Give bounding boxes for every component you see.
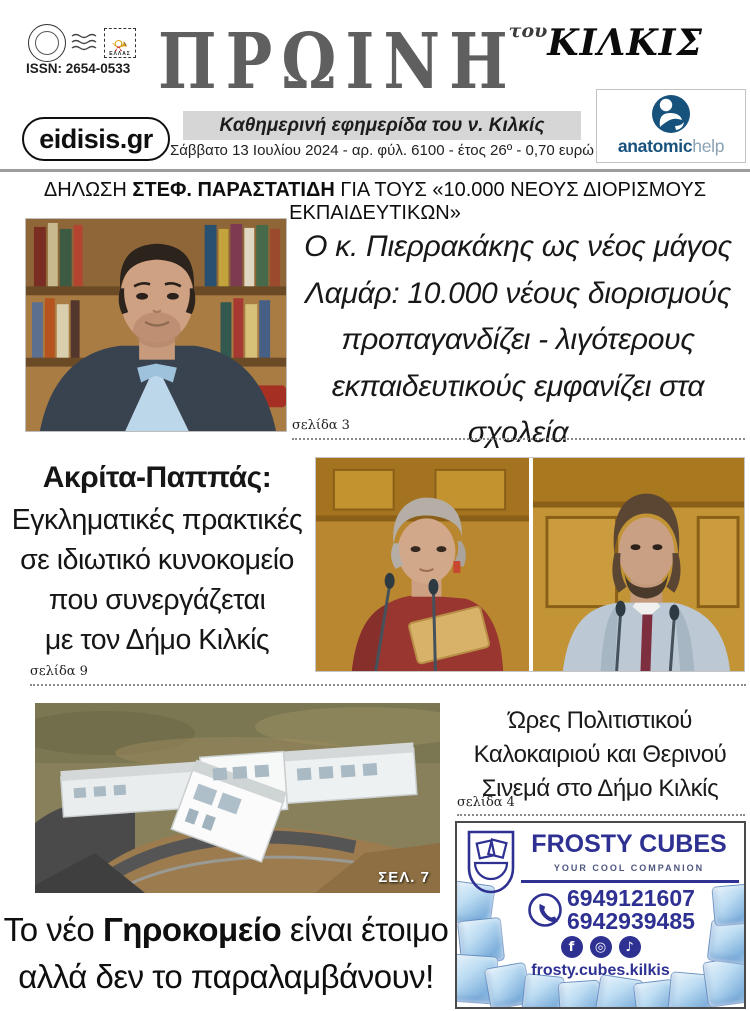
headline-pre: Το νέο: [3, 911, 103, 948]
masthead-of: του: [508, 20, 548, 42]
ice-cube: [711, 883, 746, 926]
story3-headline: [452, 704, 748, 806]
headline-line: με τον Δήμο Κιλκίς: [44, 624, 270, 656]
headline-line: Καλοκαιριού και Θερινού: [473, 741, 727, 768]
masthead-subtitle-label: Καθημερινή εφημερίδα του ν. Κιλκίς: [219, 114, 545, 136]
dateline: Σάββατο 13 Ιουλίου 2024 - αρ. φύλ. 6100 - έτος 26º - 0,70 ευρώ: [169, 142, 595, 159]
story1-page-ref: σελίδα 3: [292, 418, 350, 433]
postal-stamps: [28, 24, 136, 62]
phone-block: [527, 887, 695, 933]
postal-horn-stamp-icon: [104, 28, 136, 58]
story3-divider: [457, 814, 745, 816]
social-icons-row: [457, 936, 744, 958]
story3-page-ref: σελίδα 4: [457, 795, 515, 810]
frosty-cubes-ad: [455, 821, 746, 1009]
story2-page-ref: σελίδα 9: [30, 664, 88, 679]
headline-line: αλλά δεν το παραλαμβάνουν!: [18, 958, 434, 995]
masthead-subtitle: [183, 111, 581, 140]
photo-page-ref: ΣΕΛ. 7: [378, 869, 430, 886]
phone-number: 6949121607: [567, 885, 695, 911]
anatomichelp-ad: [596, 89, 746, 163]
kicker-post: ΓΙΑ ΤΟΥΣ «10.000 ΝΕΟΥΣ ΔΙΟΡΙΣΜΟΥΣ ΕΚΠΑΙΔΕΥΤΙΚΩΝ»: [289, 179, 707, 224]
headline-bold: Γηροκομείο: [102, 911, 282, 948]
story2-headline: [6, 456, 308, 660]
aerial-photo: [35, 703, 440, 893]
headline-line: προπαγανδίζει - λιγότερους: [341, 323, 695, 356]
tiktok-icon: ♪: [619, 936, 641, 958]
phone-number: 6942939485: [567, 908, 695, 934]
story2-divider: [30, 684, 746, 686]
headline-kicker: Ακρίτα-Παππάς:: [42, 461, 272, 494]
headline-line: που συνεργάζεται: [48, 584, 266, 616]
headline-line: Λαμάρ: 10.000 νέους διορισμούς: [304, 276, 732, 310]
masthead-region: ΚΙΛΚΙΣ: [547, 22, 703, 64]
social-handle: frosty.cubes.kilkis: [531, 962, 670, 979]
headline-post: είναι έτοιμο: [281, 911, 449, 948]
stamp-country-label: ΕΛΛΑΣ: [109, 51, 131, 57]
headline-line: σε ιδιωτικό κυνοκομείο: [20, 544, 294, 576]
anatomic-figure-icon: [650, 93, 692, 135]
website-badge: [22, 117, 170, 161]
header-divider: [0, 169, 750, 172]
kicker-pre: ΔΗΛΩΣΗ: [43, 179, 133, 201]
headline-line: [0, 906, 452, 953]
round-postmark-icon: [28, 24, 66, 62]
frosty-shield-icon: [465, 829, 517, 897]
anatomichelp-wordmark: [618, 136, 724, 157]
phone-icon: [527, 892, 563, 928]
headline-line: Εγκληματικές πρακτικές: [11, 504, 303, 536]
instagram-icon: ◎: [590, 936, 612, 958]
headline-line: Σινεμά στο Δήμο Κιλκίς: [481, 775, 719, 802]
cancellation-waves-icon: [71, 31, 99, 55]
aerial-photo-image: [35, 703, 440, 893]
anatomic-word: anatomic: [617, 136, 693, 156]
headline-line: εκπαιδευτικούς εμφανίζει στα σχολεία: [331, 369, 705, 449]
ad-brand-name: FROSTY CUBES: [531, 830, 727, 858]
kicker-bold: ΣΤΕΦ. ΠΑΡΑΣΤΑΤΙΔΗ: [132, 179, 335, 201]
story1-headline: [288, 224, 748, 457]
help-word: help: [692, 136, 725, 156]
ad-tagline: YOUR COOL COMPANION: [553, 863, 705, 873]
masthead-title: ΠΡΩΙΝΗ: [158, 16, 517, 107]
website-label: eidisis.gr: [39, 123, 153, 154]
phone-numbers: [567, 887, 695, 933]
parliament-photo: [315, 457, 745, 672]
headline-line: Ώρες Πολιτιστικού: [507, 707, 693, 734]
facebook-icon: f: [561, 936, 583, 958]
ad-divider: [521, 880, 739, 883]
story4-headline: [0, 906, 452, 1000]
masthead: [158, 16, 703, 107]
headline-line: Ο κ. Πιερρακάκης ως νέος μάγος: [304, 230, 732, 263]
portrait-photo: [25, 218, 287, 432]
postal-horn-glyph: 📯: [111, 38, 129, 53]
issn-label: ISSN: 2654-0533: [26, 61, 131, 76]
story1-divider: [292, 438, 745, 440]
